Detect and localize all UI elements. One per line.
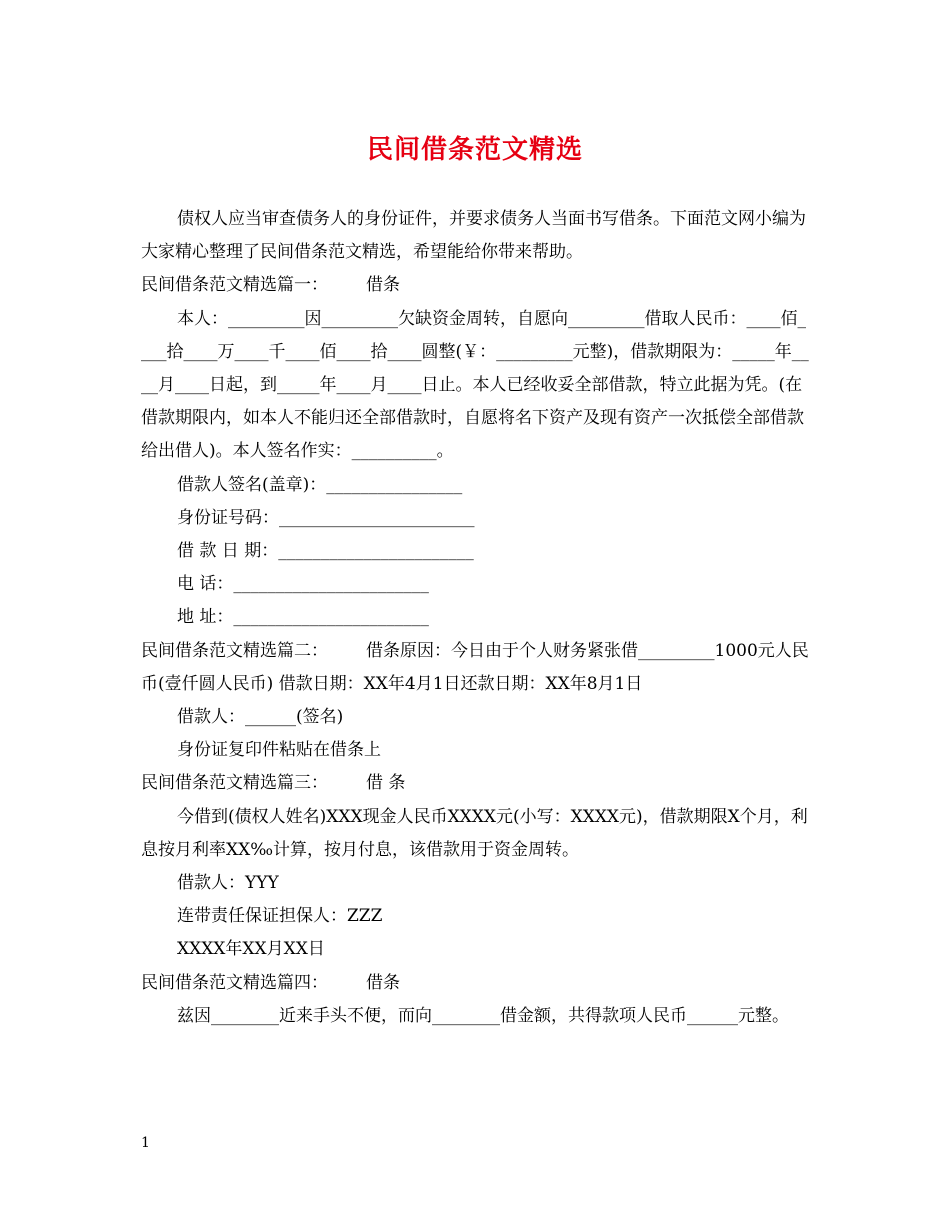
borrower-signature-line: 借款人签名(盖章)：________________ [177,474,463,495]
page-number: 1 [141,1135,150,1151]
section-heading-label: 民间借条范文精选篇三： [141,773,328,794]
document-title: 民间借条范文精选 [366,135,583,165]
section-heading-tail: 借条 [366,275,400,296]
section-heading-3 [141,767,811,800]
address-line: 地 址：_______________________ [177,607,429,628]
id-number-line: 身份证号码：_______________________ [177,507,475,528]
guarantor-line: 连带责任保证担保人：ZZZ [177,906,383,927]
section-heading-label: 民间借条范文精选篇一： [141,275,328,296]
section-3-body: 今借到(债权人姓名)XXX现金人民币XXXX元(小写：XXXX元)，借款期限X个月，利息按月利率XX‰计算，按月付息，该借款用于资金周转。 [141,806,808,860]
section-heading-tail: 借 条 [366,773,406,794]
phone-line: 电 话：_______________________ [177,574,429,595]
date-line: XXXX年XX月XX日 [177,939,325,960]
section-heading-tail: 借条 [366,972,400,993]
section-1-body: 本人：_________因_________欠缺资金周转，自愿向_________借取人民币：____佰____拾____万____千____佰____拾____圆整(￥：_________元整)，借款期限为：_____年____月____日起，到_____年____月____日止。本人已经收妥全部借款，特立此据为凭。(在借款期限内，如本人不能归还全部借款时，自愿将名下资产及现有资产一次抵偿全部借款给出借人)。本人签名作实：__________。 [141,308,809,462]
section-4-body: 兹因________近来手头不便，而向________借金额，共得款项人民币______元整。 [177,1005,789,1026]
section-heading-label: 民间借条范文精选篇二： [141,640,328,661]
borrower-line: 借款人：YYY [177,873,279,894]
id-copy-note: 身份证复印件粘贴在借条上 [177,740,381,761]
loan-date-line: 借 款 日 期：_______________________ [177,541,474,562]
section-heading-tail: 借条原因：今日由于个人财务紧张借_________1000元人民币(壹仟圆人民币) 借款日期：XX年4月1日还款日期：XX年8月1日 [141,640,809,694]
section-heading-1 [141,269,811,302]
section-heading-2 [141,635,811,701]
document-body [141,203,811,1033]
intro-paragraph: 债权人应当审查债务人的身份证件，并要求债务人当面书写借条。下面范文网小编为大家精心整理了民间借条范文精选，希望能给你带来帮助。 [141,209,806,263]
section-heading-label: 民间借条范文精选篇四： [141,972,328,993]
borrower-line: 借款人：______(签名) [177,707,344,728]
section-heading-4 [141,967,811,1000]
